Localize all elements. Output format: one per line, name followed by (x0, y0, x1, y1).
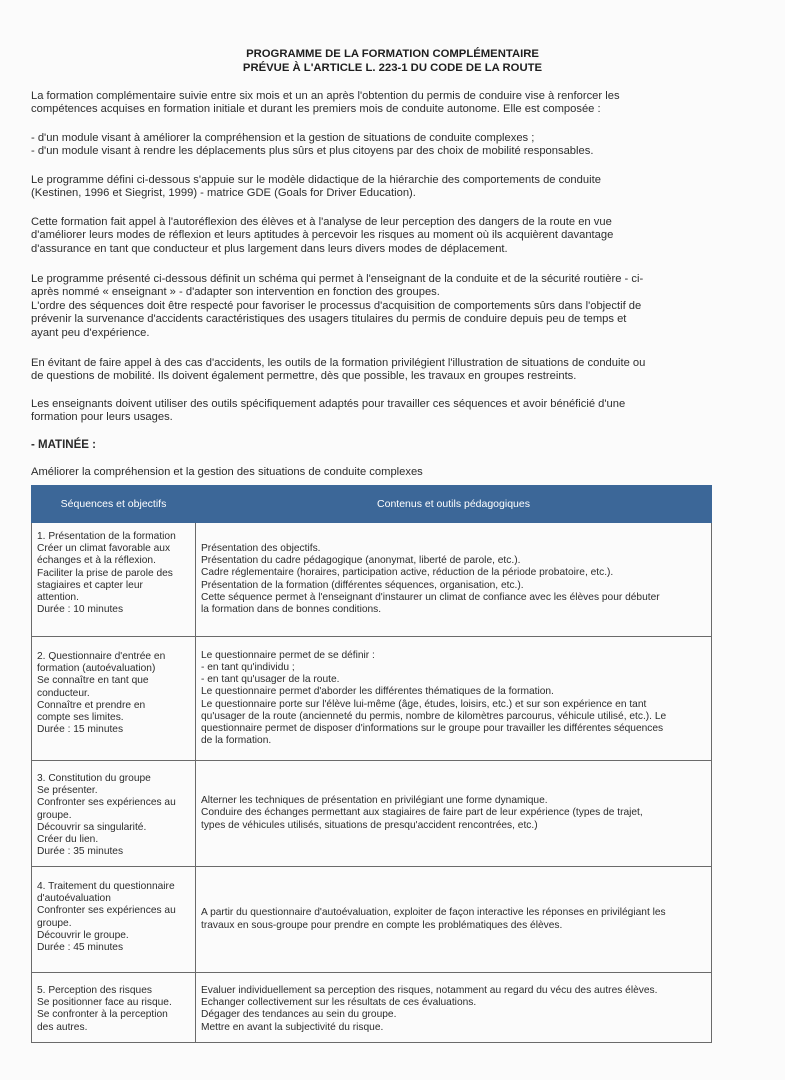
content-cell: Alterner les techniques de présentation en privilégiant une forme dynamique. Conduire des échanges permettant aux stagiaires de faire part de leur expérience (types de trajet, types de véhicules utilisés, situations de presqu'accident rencontrées, etc.) (196, 761, 712, 867)
content-cell: Le questionnaire permet de se définir : - en tant qu'individu ; - en tant qu'usager de la route. Le questionnaire permet d'aborder les différentes thématiques de la formation. Le questionnaire porte sur l'élève lui-même (âge, études, loisirs, etc.) et sur son expérience en tant qu'usager de la route (ancienneté du permis, nombre de kilomètres parcourus, véhicule utilisé, etc.). Le questionnaire permet de disposer d'informations sur le groupe pour travailler les différentes séquences de la formation. (196, 637, 712, 761)
paragraph-model: Le programme défini ci-dessous s'appuie sur le modèle didactique de la hiérarchie des comportements de conduite (Kestinen, 1996 et Siegrist, 1999) - matrice GDE (Goals for Driver Education). (31, 174, 601, 200)
section-heading-matinee: - MATINÉE : (31, 439, 96, 451)
section-subtitle: Améliorer la compréhension et la gestion des situations de conduite complexes (31, 466, 423, 478)
table-row (32, 637, 712, 761)
doc-title-line-2: PRÉVUE À L'ARTICLE L. 223-1 DU CODE DE LA ROUTE (242, 62, 543, 74)
table-header-row (32, 486, 712, 523)
header-sequences: Séquences et objectifs (32, 486, 196, 523)
paragraph-intro: La formation complémentaire suivie entre six mois et un an après l'obtention du permis de conduire vise à renforcer les compétences acquises en formation initiale et durant les premiers mois de conduite autonome. Elle est composée : (31, 90, 620, 116)
sequence-cell: 1. Présentation de la formation Créer un climat favorable aux échanges et à la réflexion. Faciliter la prise de parole des stagiaires et capter leur attention. Durée : 10 minutes (32, 523, 196, 637)
doc-title-line-1: PROGRAMME DE LA FORMATION COMPLÉMENTAIRE (246, 48, 539, 60)
sequence-cell: 5. Perception des risques Se positionner face au risque. Se confronter à la perception des autres. (32, 973, 196, 1043)
paragraph-outils: En évitant de faire appel à des cas d'accidents, les outils de la formation privilégient l'illustration de situations de conduite ou de questions de mobilité. Ils doivent également permettre, dès que possible, les travaux en groupes restreints. (31, 357, 646, 383)
content-cell: Présentation des objectifs. Présentation du cadre pédagogique (anonymat, liberté de parole, etc.). Cadre réglementaire (horaires, participation active, réduction de la période probatoire, etc.). Présentation de la formation (différentes séquences, organisation, etc.). Cette séquence permet à l'enseignant d'instaurer un climat de confiance avec les élèves pour débuter la formation dans de bonnes conditions. (196, 523, 712, 637)
content-cell: Evaluer individuellement sa perception des risques, notamment au regard du vécu des autres élèves. Echanger collectivement sur les résultats de ces évaluations. Dégager des tendances au sein du groupe. Mettre en avant la subjectivité du risque. (196, 973, 712, 1043)
paragraph-enseignants: Les enseignants doivent utiliser des outils spécifiquement adaptés pour travailler ces séquences et avoir bénéficié d'une formation pour leurs usages. (31, 398, 626, 424)
content-cell: A partir du questionnaire d'autoévaluation, exploiter de façon interactive les réponses en privilégiant les travaux en sous-groupe pour prendre en compte les problématiques des élèves. (196, 867, 712, 973)
header-contenus: Contenus et outils pédagogiques (196, 486, 712, 523)
table-row (32, 973, 712, 1043)
paragraph-autoreflexion: Cette formation fait appel à l'autoréflexion des élèves et à l'analyse de leur perception des dangers de la route en vue d'améliorer leurs modes de réflexion et leurs aptitudes à percevoir les risques au moment où ils acquièrent davantage d'assurance en tant que conducteur et plus largement dans leurs divers modes de déplacement. (31, 216, 614, 255)
paragraph-modules: - d'un module visant à améliorer la compréhension et la gestion de situations de conduite complexes ; - d'un module visant à rendre les déplacements plus sûrs et plus citoyens par des choix de mobilité responsables. (31, 132, 594, 158)
table-row (32, 523, 712, 637)
sequence-cell: 2. Questionnaire d'entrée en formation (autoévaluation) Se connaître en tant que conducteur. Connaître et prendre en compte ses limites. Durée : 15 minutes (32, 637, 196, 761)
sequence-cell: 3. Constitution du groupe Se présenter. Confronter ses expériences au groupe. Découvrir sa singularité. Créer du lien. Durée : 35 minutes (32, 761, 196, 867)
table-row (32, 867, 712, 973)
sequence-cell: 4. Traitement du questionnaire d'autoévaluation Confronter ses expériences au groupe. Découvrir le groupe. Durée : 45 minutes (32, 867, 196, 973)
programme-table (31, 485, 712, 1043)
paragraph-schema: Le programme présenté ci-dessous définit un schéma qui permet à l'enseignant de la conduite et de la sécurité routière - ci- après nommé « enseignant » - d'adapter son intervention en fonction des groupes. L'ordre des séquences doit être respecté pour favoriser le processus d'acquisition de comportements sûrs dans l'objectif de prévenir la survenance d'accidents caractéristiques des usagers titulaires du permis de conduire depuis peu de temps et ayant peu d'expérience. (31, 273, 644, 339)
table-row (32, 761, 712, 867)
